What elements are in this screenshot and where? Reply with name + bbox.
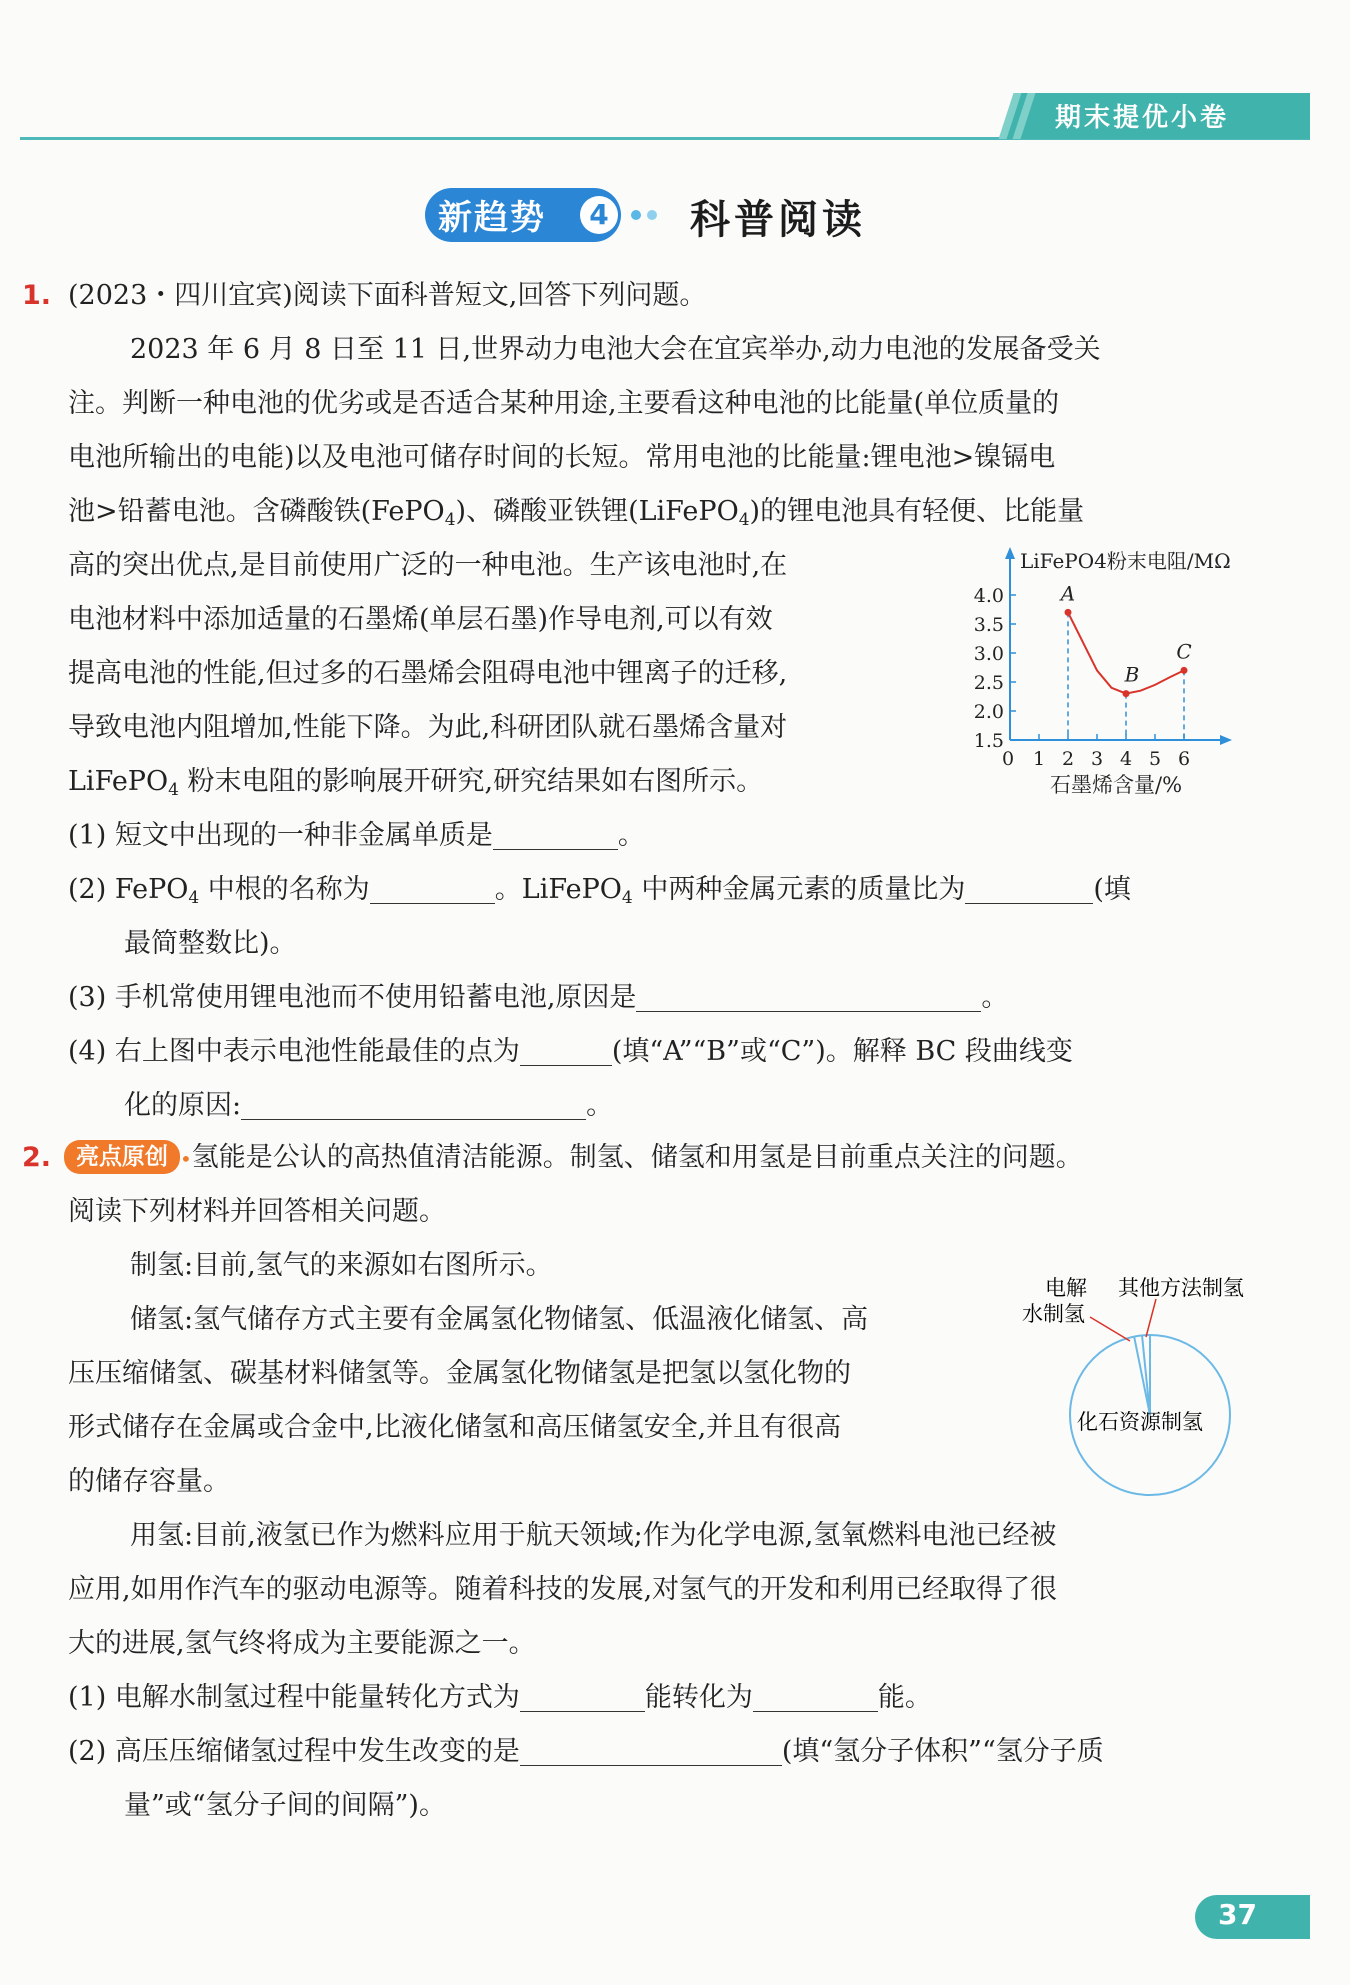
subquestion: (2) FePO$_4$ 中根的名称为 。LiFePO$_4$ 中两种金属元素的质量比为 (填 [68, 874, 1131, 908]
subquestion: (1) 短文中出现的一种非金属单质是 。 [68, 820, 645, 851]
material-line: 制氢:目前,氢气的来源如右图所示。 [130, 1250, 553, 1281]
material-line: 的储存容量。 [68, 1466, 230, 1497]
pie-slice-boundary [1142, 1335, 1150, 1415]
question-number: 2. [22, 1142, 52, 1173]
data-point-A [1065, 609, 1072, 616]
x-tick-label: 1 [1032, 748, 1046, 770]
x-axis-title: 石墨烯含量/% [1050, 773, 1183, 797]
material-line: 大的进展,氢气终将成为主要能源之一。 [68, 1628, 536, 1659]
paragraph-line: 2023 年 6 月 8 日至 11 日,世界动力电池大会在宜宾举办,动力电池的发展备受关 [130, 334, 1101, 365]
subquestion-cont: 量”或“氢分子间的间隔”)。 [124, 1790, 446, 1821]
y-tick-label: 2.0 [973, 701, 1004, 723]
subquestion-cont: 最简整数比)。 [124, 928, 297, 959]
resistance-line-chart [950, 545, 1280, 805]
material-line: 储氢:氢气储存方式主要有金属氢化物储氢、低温液化储氢、高 [130, 1304, 869, 1335]
pie-label-electrolysis: 电解 [1045, 1276, 1087, 1300]
y-tick-label: 4.0 [973, 585, 1004, 607]
subquestion-cont: 化的原因: 。 [124, 1090, 614, 1121]
material-line: 用氢:目前,液氢已作为燃料应用于航天领域;作为化学电源,氢氧燃料电池已经被 [130, 1520, 1057, 1551]
material-line: 应用,如用作汽车的驱动电源等。随着科技的发展,对氢气的开发和利用已经取得了很 [68, 1574, 1058, 1605]
paragraph-line: 电池材料中添加适量的石墨烯(单层石墨)作导电剂,可以有效 [68, 604, 773, 635]
paragraph-line: 注。判断一种电池的优劣或是否适合某种用途,主要看这种电池的比能量(单位质量的 [68, 388, 1060, 419]
y-axis-arrow [1005, 547, 1015, 559]
header-label: 期末提优小卷 [1055, 103, 1230, 133]
y-tick-label: 3.5 [973, 614, 1004, 636]
x-tick-label: 4 [1119, 748, 1133, 770]
hydrogen-source-pie [1010, 1265, 1280, 1510]
paragraph-line: 池>铅蓄电池。含磷酸铁(FePO$_4$)、磷酸亚铁锂(LiFePO$_4$)的锂电池具有轻便、比能量 [68, 496, 1085, 530]
data-point-B [1123, 690, 1130, 697]
point-label-B: B [1124, 662, 1140, 687]
paragraph-line: LiFePO$_4$ 粉末电阻的影响展开研究,研究结果如右图所示。 [68, 766, 764, 800]
answer-blank[interactable] [636, 981, 981, 1012]
data-point-C [1181, 667, 1188, 674]
answer-blank[interactable] [520, 1035, 612, 1066]
material-line: 形式储存在金属或合金中,比液化储氢和高压储氢安全,并且有很高 [68, 1412, 842, 1443]
subquestion: (4) 右上图中表示电池性能最佳的点为 (填“A”“B”或“C”)。解释 BC 段曲线变 [68, 1036, 1073, 1067]
material-line: 压压缩储氢、碳基材料储氢等。金属氢化物储氢是把氢以氢化物的 [68, 1358, 851, 1389]
paragraph-line: 高的突出优点,是目前使用广泛的一种电池。生产该电池时,在 [68, 550, 788, 581]
question-number: 1. [22, 280, 52, 311]
paragraph-line: 提高电池的性能,但过多的石墨烯会阻碍电池中锂离子的迁移, [68, 658, 788, 689]
subquestion: (3) 手机常使用锂电池而不使用铅蓄电池,原因是 。 [68, 982, 1009, 1013]
question-stem-cont: 阅读下列材料并回答相关问题。 [68, 1196, 446, 1227]
y-tick-label: 3.0 [973, 643, 1004, 665]
pie-label-electrolysis: 水制氢 [1022, 1302, 1085, 1326]
pie-slice-boundary [1134, 1336, 1150, 1415]
question-stem: (2023・四川宜宾)阅读下面科普短文,回答下列问题。 [68, 280, 707, 311]
x-tick-label: 5 [1148, 748, 1162, 770]
pie-leader-line [1090, 1317, 1130, 1341]
x-tick-label: 3 [1090, 748, 1104, 770]
subquestion: (2) 高压压缩储氢过程中发生改变的是 (填“氢分子体积”“氢分子质 [68, 1736, 1104, 1767]
question-stem: 亮点原创 •氢能是公认的高热值清洁能源。制氢、储氢和用氢是目前重点关注的问题。 [64, 1130, 1083, 1187]
y-axis-title: LiFePO4粉末电阻/MΩ [1020, 549, 1231, 573]
point-label-C: C [1176, 639, 1192, 664]
title-dot [647, 210, 657, 220]
answer-blank[interactable] [965, 873, 1093, 904]
answer-blank[interactable] [241, 1089, 586, 1120]
title-dot [631, 210, 641, 220]
point-label-A: A [1060, 581, 1076, 606]
x-axis-arrow [1220, 735, 1232, 745]
pie-label-fossil: 化石资源制氢 [1077, 1410, 1203, 1434]
subquestion: (1) 电解水制氢过程中能量转化方式为 能转化为 能。 [68, 1682, 932, 1713]
y-tick-label: 1.5 [973, 730, 1004, 752]
original-tag: 亮点原创 [64, 1140, 180, 1174]
answer-blank[interactable] [520, 1735, 782, 1766]
title-number: 4 [580, 196, 618, 234]
page-number: 37 [1218, 1898, 1257, 1931]
answer-blank[interactable] [520, 1681, 645, 1712]
y-tick-label: 2.5 [973, 672, 1004, 694]
paragraph-line: 导致电池内阻增加,性能下降。为此,科研团队就石墨烯含量对 [68, 712, 788, 743]
title-badge-text: 新趋势 [438, 198, 546, 238]
section-title: 科普阅读 [690, 196, 866, 243]
answer-blank[interactable] [493, 819, 618, 850]
x-tick-label: 6 [1177, 748, 1191, 770]
answer-blank[interactable] [370, 873, 495, 904]
pie-label-other: 其他方法制氢 [1118, 1276, 1244, 1300]
answer-blank[interactable] [753, 1681, 878, 1712]
x-tick-label: 2 [1061, 748, 1075, 770]
pie-leader-line [1146, 1299, 1156, 1337]
paragraph-line: 电池所输出的电能)以及电池可储存时间的长短。常用电池的比能量:锂电池>镍镉电 [68, 442, 1056, 473]
x-tick-label: 0 [1001, 748, 1015, 770]
